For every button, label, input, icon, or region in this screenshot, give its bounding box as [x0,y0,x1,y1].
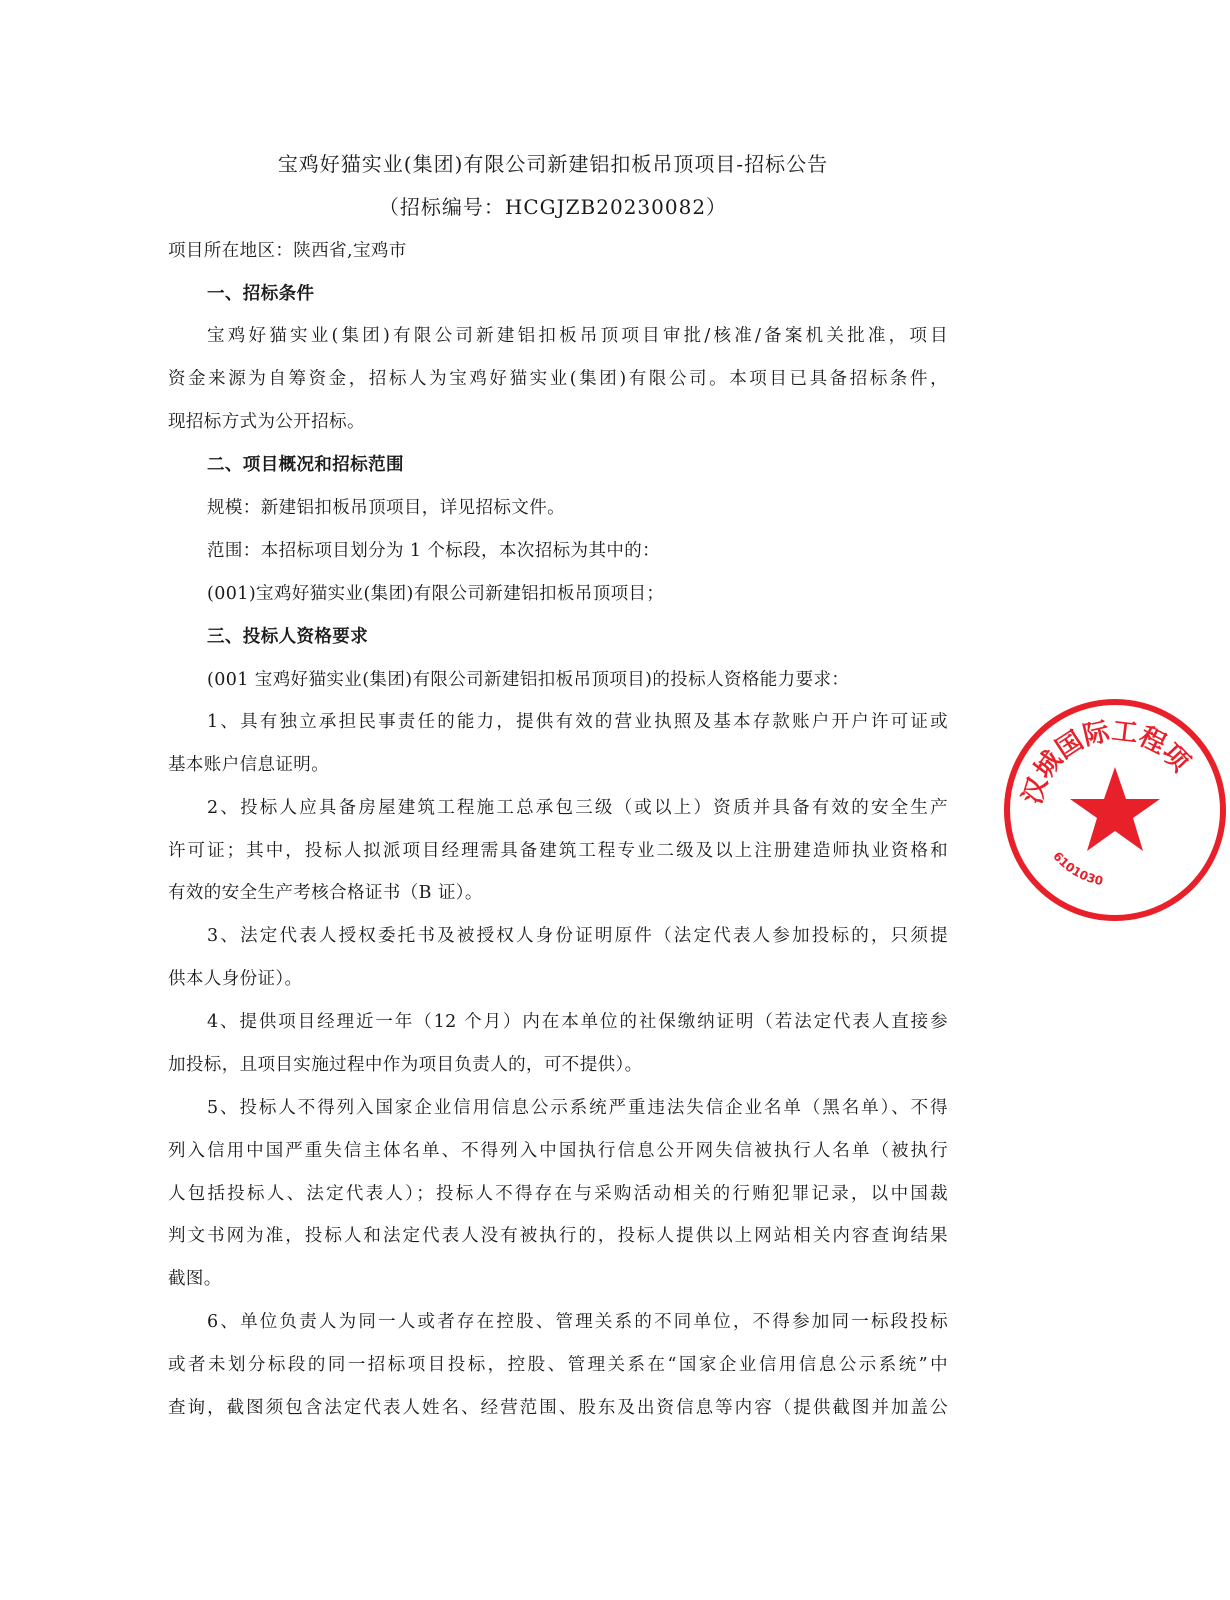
paragraph-line: 查询，截图须包含法定代表人姓名、经营范围、股东及出资信息等内容（提供截图并加盖公 [168,1398,948,1418]
paragraph-line: 列入信用中国严重失信主体名单、不得列入中国执行信息公开网失信被执行人名单（被执行 [168,1141,948,1161]
paragraph-line: 许可证；其中，投标人拟派项目经理需具备建筑工程专业二级及以上注册建造师执业资格和 [168,841,948,861]
paragraph-line: 加投标，且项目实施过程中作为项目负责人的，可不提供）。 [168,1055,643,1075]
paragraph-line: 判文书网为准，投标人和法定代表人没有被执行的，投标人提供以上网站相关内容查询结果 [168,1226,948,1246]
paragraph-line: 现招标方式为公开招标。 [168,412,365,432]
paragraph-line: 范围：本招标项目划分为 1 个标段，本次招标为其中的： [207,541,661,561]
project-location: 项目所在地区：陕西省,宝鸡市 [168,241,407,261]
paragraph-line: 6、单位负责人为同一人或者存在控股、管理关系的不同单位，不得参加同一标段投标 [207,1312,948,1332]
paragraph-line: 资金来源为自筹资金，招标人为宝鸡好猫实业(集团)有限公司。本项目已具备招标条件， [168,369,948,389]
document-title: 宝鸡好猫实业(集团)有限公司新建铝扣板吊顶项目-招标公告 [277,152,829,176]
paragraph-line: 规模：新建铝扣板吊顶项目，详见招标文件。 [207,498,565,518]
paragraph-line: 有效的安全生产考核合格证书（B 证）。 [168,883,483,903]
paragraph-line: 4、提供项目经理近一年（12 个月）内在本单位的社保缴纳证明（若法定代表人直接参 [207,1012,948,1032]
seal-number: 6101030 [1050,849,1105,889]
paragraph-line: (001 宝鸡好猫实业(集团)有限公司新建铝扣板吊顶项目)的投标人资格能力要求： [207,670,850,690]
section-heading-bidding-conditions: 一、招标条件 [207,284,315,304]
paragraph-line: 人包括投标人、法定代表人）；投标人不得存在与采购活动相关的行贿犯罪记录，以中国裁 [168,1184,948,1204]
star-icon [1070,767,1160,851]
paragraph-line: 截图。 [168,1269,222,1289]
paragraph-line: 或者未划分标段的同一招标项目投标，控股、管理关系在“国家企业信用信息公示系统”中 [168,1355,948,1375]
company-seal [1000,695,1230,925]
bid-number: （招标编号：HCGJZB20230082） [378,195,728,219]
paragraph-line: 宝鸡好猫实业(集团)有限公司新建铝扣板吊顶项目审批/核准/备案机关批准，项目 [207,326,948,346]
paragraph-line: 供本人身份证）。 [168,969,303,989]
paragraph-line: 基本账户信息证明。 [168,755,330,775]
paragraph-line: (001)宝鸡好猫实业(集团)有限公司新建铝扣板吊顶项目； [207,584,665,604]
paragraph-line: 5、投标人不得列入国家企业信用信息公示系统严重违法失信企业名单（黑名单）、不得 [207,1098,948,1118]
paragraph-line: 3、法定代表人授权委托书及被授权人身份证明原件（法定代表人参加投标的，只须提 [207,926,948,946]
paragraph-line: 1、具有独立承担民事责任的能力，提供有效的营业执照及基本存款账户开户许可证或 [207,712,948,732]
paragraph-line: 2、投标人应具备房屋建筑工程施工总承包三级（或以上）资质并具备有效的安全生产 [207,798,948,818]
seal-text: 汉城国际工程项 [1017,716,1196,808]
section-heading-project-overview: 二、项目概况和招标范围 [207,455,404,475]
section-heading-bidder-qualifications: 三、投标人资格要求 [207,627,369,647]
